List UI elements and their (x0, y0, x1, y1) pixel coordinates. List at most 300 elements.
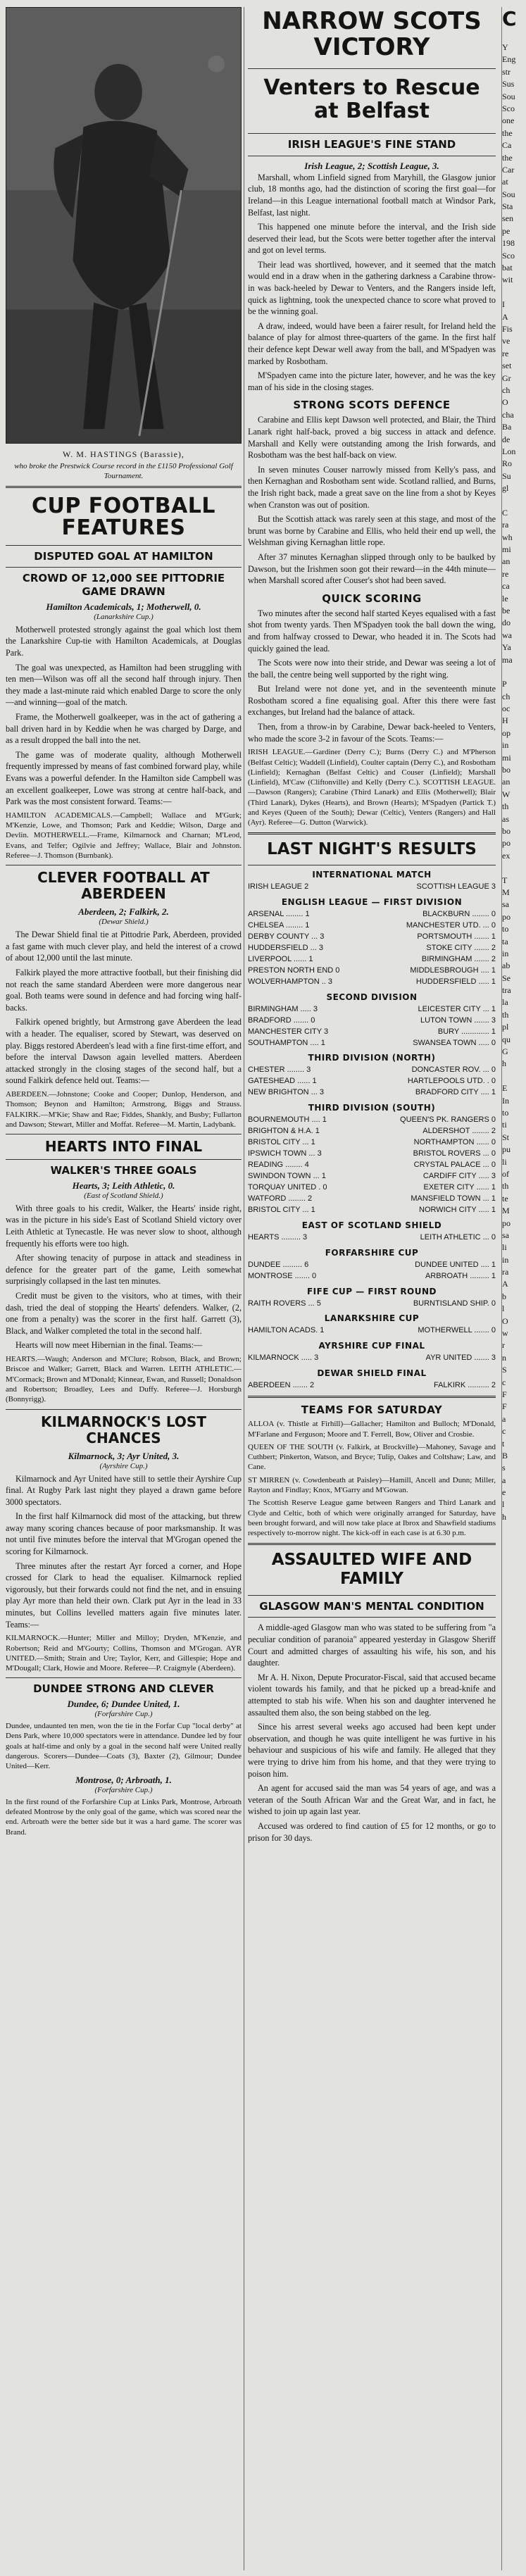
cropped-text-line: be (502, 605, 511, 615)
article-paragraph: Their lead was shortlived, however, and it seemed that the match would end in a draw when in the gathering darkness a Carabine throw-in was back-heeled by Dewar to Venters, and the Rangers inside left, quick as lightning, took the unexpected chance to score what proved to be the winning goal. (248, 259, 496, 317)
away-team-score: MIDDLESBROUGH .... 1 (410, 965, 496, 975)
article-paragraph: The Scots were now into their stride, and Dewar was seeing a lot of the ball, the centre being well supported by the right wing. (248, 658, 496, 680)
main-banner: NARROW SCOTS VICTORY (262, 7, 482, 62)
league-title: FORFARSHIRE CUP (325, 1247, 419, 1258)
cup-football-banner: CUP FOOTBALL FEATURES (31, 493, 216, 541)
divider (248, 133, 496, 134)
team-lineups: IRISH LEAGUE.—Gardiner (Derry C.); Burns (Derry C.) and M'Pherson (Belfast Celtic); Waddell (Linfield), Coulter captain (Derry C.), and Rosbotham (Linfield); Kernaghan (Belfast Celtic) and Couser (Linfield); Marshall (Linfield), M'Caw (Cliftonville) and Kelly (Derry C.). SCOTTISH LEAGUE.—Dawson (Rangers); Carabine (Third Lanark) and Ellis (Motherwell); Blair (Third Lanark), Dykes (Hearts), and Brown (Hearts); M'Spadyen (Partick T.) and Keyes (Queen of the South); Dewar (Celtic), Venters (Rangers) and Hall (Ayr). Referee—G. Dutton (Warwick). (248, 748, 496, 827)
motherwell-competition: (Lanarkshire Cup.) (94, 612, 154, 621)
international-score: Irish League, 2; Scottish League, 3. (304, 160, 439, 171)
assault-subheadline: GLASGOW MAN'S MENTAL CONDITION (259, 1599, 484, 1613)
home-team-score: BRISTOL CITY ... 1 (248, 1138, 315, 1147)
away-team-score: PORTSMOUTH ....... 1 (417, 932, 496, 942)
cropped-text-line: A (502, 1279, 508, 1289)
cropped-text-line: to (502, 924, 509, 934)
cropped-text-line: P (502, 679, 507, 689)
home-team-score: RAITH ROVERS ... 5 (248, 1299, 321, 1308)
cropped-text-line: re (502, 348, 509, 358)
result-row (248, 1325, 496, 1337)
cropped-text-line: wit (502, 275, 513, 285)
cropped-text-line: Ca (502, 140, 512, 151)
cropped-text-line: Car (502, 164, 515, 175)
result-row (248, 1380, 496, 1392)
away-team-score: DUNDEE UNITED .... 1 (415, 1260, 496, 1269)
match-report-scoring (248, 608, 496, 745)
article-paragraph: With three goals to his credit, Walker, the Hearts' inside right, was in the picture in his side's East of Scotland Shield victory over Leith Athletic at Tynecastle. He was never slow to shoot, although frequently his efforts were too high. (6, 1203, 242, 1249)
article-paragraph: ST MIRREN (v. Cowdenbeath at Paisley)—Hamill, Ancell and Dunn; Miller, Rayton and Findlay; Knox, M'Garry and M'Gowan. (248, 1475, 496, 1495)
cropped-text-line: Sou (502, 189, 515, 199)
cropped-text-line (502, 1070, 526, 1082)
cropped-text-line: bo (502, 765, 511, 775)
away-team-score: DONCASTER ROV. ... 0 (411, 1065, 496, 1075)
away-team-score: BURY ............. 1 (437, 1027, 496, 1036)
aberdeen-headline: CLEVER FOOTBALL AT ABERDEEN (37, 869, 210, 903)
article-paragraph: Mr A. H. Nixon, Depute Procurator-Fiscal, said that accused became violent towards his family, and that he picked up a bread-knife and attempted to stab his wife. When his son and daughter intervened he assaulted them also, the son being stabbed on the leg. (248, 1672, 496, 1718)
dundee-competition: (Forfarshire Cup.) (94, 1710, 153, 1719)
cropped-right-column (501, 7, 526, 2570)
divider (248, 68, 496, 69)
home-team-score: WOLVERHAMPTON .. 3 (248, 977, 333, 986)
away-team-score: SWANSEA TOWN ..... 0 (413, 1038, 496, 1047)
result-row (248, 1205, 496, 1216)
divider (248, 1543, 496, 1545)
cropped-text-line: bo (502, 826, 511, 836)
cropped-text-line: wa (502, 630, 512, 640)
divider (6, 1677, 242, 1678)
home-team-score: BOURNEMOUTH .... 1 (248, 1115, 327, 1125)
cropped-text-line: G (502, 1046, 508, 1057)
result-row (248, 909, 496, 920)
cropped-text-line: ch (502, 384, 511, 395)
cropped-text-line: h (502, 1058, 506, 1069)
away-team-score: LUTON TOWN ....... 3 (420, 1015, 496, 1025)
cropped-text-line: c (502, 1377, 506, 1387)
article-paragraph: In seven minutes Couser narrowly missed from Kelly's pass, and then Kernaghan and Rosbotham sent wide. Scotland rallied, and Burns, the Irish right back, made a great save on the line from a shot by Keyes when Cranston was out of position. (248, 464, 496, 510)
cropped-text-line: le (502, 593, 508, 604)
kilmarnock-headline: KILMARNOCK'S LOST CHANCES (41, 1413, 206, 1446)
motherwell-subheadline: CROWD OF 12,000 SEE PITTODRIE GAME DRAWN (22, 572, 225, 599)
cropped-text-line: te (502, 1193, 508, 1203)
cropped-text-line: E (502, 1083, 508, 1094)
cropped-text-line: pu (502, 1144, 511, 1155)
cropped-text-line: O (502, 397, 508, 408)
article-paragraph: In the first half Kilmarnock did most of the attacking, but threw away many scoring chances because of poor marksmanship. It was not until five minutes before the interval that M'Grogan opened the scoring for Kilmarnock. (6, 1511, 242, 1557)
result-row (248, 920, 496, 932)
cropped-text-line: at (502, 177, 508, 187)
kilmarnock-score: Kilmarnock, 3; Ayr United, 3. (68, 1450, 180, 1461)
away-team-score: LEITH ATHLETIC ... 0 (420, 1232, 496, 1242)
cropped-text-line: 198 (502, 238, 515, 249)
cropped-text-line: gl (502, 483, 509, 494)
cropped-text-line: B (502, 1450, 508, 1461)
assault-article (248, 1622, 496, 1844)
hearts-score: Hearts, 3; Leith Athletic, 0. (72, 1180, 175, 1191)
away-team-score: NORTHAMPTON ...... 0 (413, 1138, 496, 1147)
middle-column (248, 7, 496, 2570)
article-paragraph: In the first round of the Forfarshire Cup at Links Park, Montrose, Arbroath defeated Montrose by the only goal of the game, which was scored near the end. Arbroath were the better side but it was a hard game. The scorer was Brand. (6, 1797, 242, 1837)
home-team-score: CHELSEA ........ 1 (248, 921, 310, 930)
cropped-text-line: one (502, 115, 515, 126)
cropped-text-line (502, 862, 526, 874)
away-team-score: STOKE CITY ....... 2 (426, 943, 496, 952)
divider (248, 832, 496, 834)
result-row (248, 932, 496, 943)
aberdeen-score: Aberdeen, 2; Falkirk, 2. (78, 906, 169, 918)
cropped-text-line (502, 287, 526, 299)
league-title: INTERNATIONAL MATCH (312, 870, 432, 880)
montrose-score: Montrose, 0; Arbroath, 1. (75, 1774, 172, 1785)
cropped-text-line: qu (502, 1034, 511, 1044)
result-row (248, 965, 496, 977)
article-paragraph: Falkirk played the more attractive football, but their finishing did not reach the same standard Aberdeen were more dangerous near goal. Both teams were sound in defence and had forcing wing half-backs. (6, 968, 242, 1013)
home-team-score: GATESHEAD ...... 1 (248, 1077, 317, 1086)
cropped-text-line: th (502, 1009, 509, 1020)
cropped-text-line: a (502, 1475, 506, 1485)
cropped-text-line (502, 494, 526, 506)
cropped-text-line: po (502, 1218, 511, 1228)
result-row (248, 1137, 496, 1149)
cropped-text-line: li (502, 1242, 507, 1253)
article-paragraph: Credit must be given to the visitors, who at times, with their dash, tried the deal of stopping the Hearts' defenders. Walker, (2, one from a penalty) was the scorer in the first half. Garrett (3), Black, and Walker completed the total in the second half. (6, 1291, 242, 1336)
article-paragraph: Marshall, whom Linfield signed from Maryhill, the Glasgow junior club, 18 months ago, had the distinction of scoring the first goal—for Ireland—in this League international football match at Windsor Park, Belfast, last night. (248, 172, 496, 218)
montrose-competition: (Forfarshire Cup.) (94, 1785, 153, 1794)
result-row (248, 1027, 496, 1038)
article-paragraph: Carabine and Ellis kept Dawson well protected, and Blair, the Third Lanark right half-back, proved a big success in attack and defence. Marshall and Kelly were outstanding among the Irish forwards, and Rosbotham was the best half-back on view. (248, 415, 496, 461)
cropped-text-line: In (502, 1095, 509, 1106)
article-paragraph: The Scottish Reserve League game between Rangers and Third Lanark and Clyde and Celtic, both of which were originally arranged for Saturday, have been brought forward, and will now take place at Ibrox and Shawfield stadiums respectively to-morrow night. The kick-off in each case is at 6.30 p.m. (248, 1499, 496, 1538)
divider (248, 1595, 496, 1596)
divider (248, 1396, 496, 1398)
cropped-text-line: Ro (502, 458, 513, 469)
motherwell-score: Hamilton Academicals, 1; Motherwell, 0. (46, 601, 201, 612)
league-title: THIRD DIVISION (SOUTH) (308, 1103, 436, 1113)
result-row (248, 1004, 496, 1015)
cropped-text-line: po (502, 838, 511, 849)
cropped-text-line: mi (502, 544, 511, 555)
article-paragraph: QUEEN OF THE SOUTH (v. Falkirk, at Brockville)—Mahoney, Savage and Cuthbert; Pinkerton, Watson, and Bryce; Tulip, Oakes and Coltshaw; Law, and Cane. (248, 1442, 496, 1472)
away-team-score: MOTHERWELL ....... 0 (418, 1326, 496, 1335)
cropped-text-line: ve (502, 336, 511, 346)
cropped-text-line: bat (502, 263, 513, 273)
away-team-score: BLACKBURN ........ 0 (422, 910, 496, 919)
home-team-score: MONTROSE ....... 0 (248, 1271, 317, 1280)
cropped-text-line: ch (502, 691, 511, 701)
article-paragraph: After 37 minutes Kernaghan slipped through only to be baulked by Dawson, but the Irishmen soon got their reward—in the 44th minute—when Marshall scored after Couser's shot had been saved. (248, 551, 496, 586)
main-subheadline: IRISH LEAGUE'S FINE STAND (287, 137, 456, 151)
article-paragraph: Two minutes after the second half started Keyes equalised with a fast shot from twenty yards. Then M'Spadyen took the ball down the wing, and from halfway crossed to Dewar, who headed it in. The Scots had quickly gained the lead. (248, 608, 496, 654)
divider (6, 567, 242, 568)
cropped-text-line: re (502, 568, 509, 579)
article-paragraph: Then, from a throw-in by Carabine, Dewar back-heeled to Venters, who made the score 3-2 in favour of the Scots. Teams:— (248, 722, 496, 744)
away-team-score: MANCHESTER UTD. ... 0 (406, 921, 496, 930)
cropped-text-line: I (502, 299, 505, 310)
home-team-score: IRISH LEAGUE 2 (248, 882, 309, 892)
article-paragraph: Since his arrest several weeks ago accused had been kept under observation, and though he was quite intelligent he was furtive in his behaviour and suspicious of his wife and family. He alleged that they were trying to drive him from his home, and that they were trying to poison him. (248, 1722, 496, 1779)
cropped-text-line: Se (502, 973, 511, 983)
cropped-text-line: h (502, 1511, 506, 1522)
result-row (248, 1160, 496, 1171)
divider (248, 1617, 496, 1618)
aberdeen-competition: (Dewar Shield.) (99, 918, 149, 927)
away-team-score: HUDDERSFIELD ..... 1 (415, 977, 496, 986)
divider (6, 545, 242, 546)
cropped-text-line: w (502, 1328, 508, 1339)
left-column (6, 7, 242, 2570)
cropped-text-line: ta (502, 936, 508, 946)
cropped-text-line: the (502, 127, 513, 138)
cropped-text-line: ra (502, 1267, 509, 1277)
cropped-text-line (502, 666, 526, 678)
result-row (248, 1065, 496, 1076)
article-paragraph: The goal was unexpected, as Hamilton had been struggling with ten men—Wilson was off all the second half through injury. Then they made a last-minute raid which enabled Darge to score the only—and winning—goal of the match. (6, 662, 242, 708)
home-team-score: BRADFORD ....... 0 (248, 1015, 315, 1025)
article-paragraph: Falkirk opened brightly, but Armstrong gave Aberdeen the lead with a header. The equaliser, scored by Stewart, was deserved on play. Biggs restored Aberdeen's lead with a fine first-time effort, and before the interval Dawson again levelled matters. Aberdeen attacked strongly in the closing stages of the second half, but a sound Falkirk defence held out. Teams:— (6, 1017, 242, 1086)
article-paragraph: Motherwell protested strongly against the goal which lost them the Lanarkshire Cup-tie with Hamilton Academicals, at Douglas Park. (6, 624, 242, 658)
golfer-photo (6, 7, 242, 444)
home-team-score: MANCHESTER CITY 3 (248, 1027, 329, 1036)
main-headline: Venters to Rescue at Belfast (263, 75, 480, 124)
cropped-text-line: Sco (502, 250, 515, 261)
cropped-text-line: cha (502, 409, 514, 420)
cropped-text-line: as (502, 813, 509, 824)
home-team-score: TORQUAY UNITED . 0 (248, 1182, 327, 1192)
cropped-text-line: po (502, 911, 511, 922)
article-paragraph: After showing tenacity of purpose in attack and steadiness in defence for the greater part of the game, Leith somewhat surprisingly collapsed in the last ten minutes. (6, 1253, 242, 1287)
cropped-text-line: sa (502, 1230, 509, 1240)
cropped-text-line: St (502, 1132, 510, 1142)
match-report (248, 172, 496, 394)
article-paragraph: Dundee, undaunted ten men, won the tie in the Forfar Cup "local derby" at Dens Park, where 10,000 spectators were in attendance. Dundee led by four goals at half-time and only by a goal in the second half were United really dangerous. Scorers—Dundee—Coats (3), Baxter (2), Gilmour; Dundee United—Kerr. (6, 1722, 242, 1771)
away-team-score: BRADFORD CITY .... 1 (415, 1088, 496, 1097)
kilmarnock-competition: (Ayrshire Cup.) (99, 1461, 148, 1470)
cropped-text-line: O (502, 1315, 508, 1326)
cropped-text-line: Gr (502, 373, 511, 383)
result-row (248, 977, 496, 988)
article-paragraph: Accused was ordered to find caution of £5 for 12 months, or go to prison for 30 days. (248, 1820, 496, 1843)
result-row (248, 1271, 496, 1282)
cropped-text-line: l (502, 1303, 505, 1314)
home-team-score: SOUTHAMPTON .... 1 (248, 1038, 325, 1047)
cropped-text-line: sa (502, 899, 509, 910)
cropped-text-line: A (502, 311, 508, 322)
cropped-text-line: ab (502, 961, 511, 971)
home-team-score: DUNDEE ......... 6 (248, 1260, 309, 1269)
article-paragraph: Hearts will now meet Hibernian in the final. Teams:— (15, 1340, 203, 1351)
section-title: QUICK SCORING (322, 592, 422, 605)
cropped-text-line: Eng (502, 54, 516, 65)
cropped-text-line: ra (502, 520, 509, 530)
article-paragraph: The Dewar Shield final tie at Pittodrie Park, Aberdeen, provided a fast game with much clever play, and held the interest of a crowd of about 12,000 until the last minute. (6, 930, 242, 963)
away-team-score: CRYSTAL PALACE ... 0 (413, 1161, 496, 1170)
article-paragraph: M'Spadyen came into the picture later, however, and he was the key man of his side in the closing stages. (248, 370, 496, 392)
cropped-text-line: Fis (502, 323, 513, 334)
cropped-text-line: W (502, 789, 511, 799)
divider (6, 1409, 242, 1410)
cropped-text-line: sen (502, 213, 513, 224)
cropped-text-line: M (502, 887, 510, 897)
cropped-text-line: Ba (502, 422, 512, 432)
cropped-text-line: th (502, 801, 509, 812)
result-row (248, 1087, 496, 1099)
result-row (248, 1232, 496, 1244)
away-team-score: BRISTOL ROVERS ... 0 (413, 1149, 496, 1158)
result-row (248, 1171, 496, 1182)
cropped-text-fragments (502, 42, 526, 1523)
away-team-score: EXETER CITY ...... 1 (423, 1182, 496, 1192)
hearts-headline: HEARTS INTO FINAL (44, 1138, 203, 1156)
cropped-text-line: an (502, 777, 511, 787)
cropped-text-line: ti (502, 1120, 507, 1130)
league-title: ENGLISH LEAGUE — FIRST DIVISION (281, 897, 463, 908)
cropped-text-line: in (502, 948, 509, 958)
league-title: AYRSHIRE CUP FINAL (318, 1341, 425, 1351)
cropped-text-line: the (502, 152, 513, 163)
cropped-text-line: la (502, 997, 508, 1008)
home-team-score: HUDDERSFIELD ... 3 (248, 943, 323, 952)
league-title: LANARKSHIRE CUP (324, 1313, 420, 1324)
cropped-text-line: c (502, 1426, 506, 1437)
article-paragraph: A draw, indeed, would have been a fairer result, for Ireland held the balance of play for almost three-quarters of the game. In the first half their defence kept Dewar well away from the ball, and M'Spadyen was marked by Rosbotham. (248, 320, 496, 366)
cropped-text-line: do (502, 618, 511, 628)
dundee-headline: DUNDEE STRONG AND CLEVER (33, 1682, 214, 1696)
cropped-text-line: F (502, 1401, 507, 1412)
cropped-text-line: Ya (502, 642, 511, 653)
cropped-text-line: str (502, 66, 511, 77)
divider (6, 1159, 242, 1160)
cropped-text-line: Lon (502, 446, 516, 456)
result-row (248, 1115, 496, 1126)
teams-saturday-title: TEAMS FOR SATURDAY (301, 1403, 443, 1417)
cropped-text-line: l (502, 1499, 505, 1510)
league-title: SECOND DIVISION (326, 992, 418, 1002)
home-team-score: WATFORD ........ 2 (248, 1194, 313, 1203)
cropped-headline-fragment: C (502, 7, 517, 30)
away-team-score: ARBROATH ......... 1 (425, 1271, 496, 1280)
cropped-text-line: Sta (502, 201, 513, 212)
team-lineups: ABERDEEN.—Johnstone; Cooke and Cooper; Dunlop, Henderson, and Thomson; Beynon and Hamilton; Armstrong, Biggs and Strauss. FALKIRK.—M'Kie; Shaw and Rae; Fiddes, Shankly, and Busby; Fullarton and Dawson; Stewart, Miller and Moffat. Referee—M. Martin, Ladybank. (6, 1089, 242, 1129)
away-team-score: ALDERSHOT ........ 2 (422, 1127, 496, 1136)
away-team-score: SCOTTISH LEAGUE 3 (416, 882, 496, 892)
article-paragraph: Frame, the Motherwell goalkeeper, was in the act of gathering a ball driven hard in by Keddie when he was charged by Darge, and as a result dropped the ball into the net. (6, 712, 242, 746)
results-table (248, 870, 496, 1392)
cropped-text-line: Y (502, 42, 508, 52)
home-team-score: NEW BRIGHTON ... 3 (248, 1088, 324, 1097)
home-team-score: BRISTOL CITY ... 1 (248, 1205, 315, 1214)
cropped-text-line: e (502, 1487, 506, 1498)
hearts-competition: (East of Scotland Shield.) (84, 1191, 163, 1200)
cropped-text-line: tra (502, 985, 511, 996)
article-paragraph: ALLOA (v. Thistle at Firhill)—Gallacher; Hamilton and Bulloch; M'Donald, M'Farlane and Ferguson; Moore and T. Ferrell, Bow, Oliver and Crosbie. (248, 1420, 496, 1439)
result-row (248, 1149, 496, 1160)
result-row (248, 882, 496, 893)
hearts-subheadline: WALKER'S THREE GOALS (50, 1164, 197, 1177)
cropped-text-line: b (502, 1291, 506, 1301)
cropped-text-line: s (502, 1463, 506, 1473)
cropped-text-line: li (502, 1156, 507, 1167)
away-team-score: BURNTISLAND SHIP. 0 (413, 1299, 496, 1308)
league-title: DEWAR SHIELD FINAL (317, 1368, 427, 1379)
away-team-score: AYR UNITED ....... 3 (425, 1353, 496, 1363)
cropped-text-line: pe (502, 225, 511, 236)
team-lineups: KILMARNOCK.—Hunter; Miller and Milloy; Dryden, M'Kenzie, and Robertson; Reid and M'Gourty; Collins, Thomson and M'Grogan. AYR UNITED.—Smith; Strain and Ure; Taylor, Kerr, and Gillespie; Hope and M'Dougall; Clark, Howie and Moore. Referee—P. Craigmyle (Aberdeen). (6, 1634, 242, 1673)
cropped-text-line: C (502, 507, 508, 518)
assault-headline: ASSAULTED WIFE AND FAMILY (271, 1550, 472, 1589)
match-report-defence (248, 414, 496, 586)
photo-caption-name: W. M. HASTINGS (Barassie), (63, 449, 184, 459)
result-row (248, 1260, 496, 1271)
cropped-text-line: n (502, 1352, 506, 1363)
cropped-text-line: a (502, 1413, 506, 1424)
cropped-text-line: r (502, 1340, 505, 1351)
motherwell-headline: DISPUTED GOAL AT HAMILTON (34, 549, 213, 563)
article-paragraph: But Ireland were not done yet, and in the seventeenth minute Rosbotham scored a fine equalising goal. After this there were fast exchanges, but Ireland had the balance of attack. (248, 684, 496, 718)
cropped-text-line: M (502, 1206, 510, 1216)
team-lineups: HAMILTON ACADEMICALS.—Campbell; Wallace and M'Gurk; M'Kenzie, Lowe, and Thomson; Park and Keddie; Wilson, Darge and Devlin. MOTHERWELL.—Frame, Kilmarnock and Charnan; M'Leod, Evans, and Telfer; Ogilvie and Jeffrey; Wallace, Blair and Johnston. Referee—J. Thomson (Burnbank). (6, 811, 242, 860)
article-paragraph: Kilmarnock and Ayr United have still to settle their Ayrshire Cup final. At Rugby Park last night they played a drawn game before 3000 spectators. (6, 1473, 242, 1507)
cropped-text-line: th (502, 1181, 509, 1192)
cropped-text-line: of (502, 1168, 509, 1179)
cropped-text-line: t (502, 1438, 505, 1449)
article-paragraph: The game was of moderate quality, although Motherwell frequently impressed by means of fast combined forward play, while Evans was a powerful defender. In the Hamilton side Campbell was an excellent goalkeeper, Lowe was strong at centre half-back, and Park was the most consistent forward. Teams:— (6, 749, 242, 807)
cropped-text-line: op (502, 727, 511, 738)
cropped-text-line: in (502, 1254, 509, 1265)
cropped-text-line: oc (502, 704, 511, 714)
result-row (248, 1299, 496, 1310)
result-row (248, 954, 496, 965)
article-paragraph: An agent for accused said the man was 54 years of age, and was a veteran of the South African War and the Great War, and in fact, he wished to join up again last year. (248, 1783, 496, 1817)
league-title: THIRD DIVISION (NORTH) (308, 1053, 436, 1063)
home-team-score: PRESTON NORTH END 0 (248, 965, 340, 975)
cropped-text-line: Su (502, 470, 511, 481)
home-team-score: LIVERPOOL ...... 1 (248, 954, 313, 963)
article-paragraph: This happened one minute before the interval, and the Irish side deserved their lead, but the Scots were better together after the interval and got on level terms. (248, 222, 496, 256)
article-paragraph: A middle-aged Glasgow man who was stated to be suffering from "a peculiar condition of paranoia" appeared yesterday in Glasgow Sheriff Court and admitted charges of assaulting his wife, his son, and his daughter. (248, 1622, 496, 1668)
result-row (248, 1194, 496, 1205)
results-title: LAST NIGHT'S RESULTS (267, 839, 477, 858)
result-row (248, 1353, 496, 1364)
cropped-text-line: set (502, 361, 512, 371)
away-team-score: MANSFIELD TOWN ... 1 (411, 1194, 496, 1203)
cropped-text-line: pl (502, 1022, 509, 1032)
cropped-text-line: de (502, 434, 511, 444)
result-row (248, 1015, 496, 1027)
cropped-text-line: F (502, 1389, 507, 1399)
home-team-score: CHESTER ........ 3 (248, 1065, 311, 1075)
cropped-text-line: wh (502, 532, 513, 542)
cropped-text-line: in (502, 740, 509, 751)
cropped-text-line: T (502, 875, 508, 885)
home-team-score: KILMARNOCK ..... 3 (248, 1353, 319, 1363)
cropped-text-line: ma (502, 654, 513, 665)
dundee-score: Dundee, 6; Dundee United, 1. (67, 1699, 180, 1710)
photo-caption-text: who broke the Prestwick Course record in the £1150 Professional Golf Tournament. (14, 462, 233, 481)
article-paragraph: But the Scottish attack was rarely seen at this stage, and most of the brunt was borne by Carabine and Ellis, who held their end up well, the Welshman giving Kernaghan little rope. (248, 514, 496, 548)
away-team-score: NORWICH CITY ..... 1 (419, 1205, 496, 1214)
away-team-score: LEICESTER CITY ... 1 (418, 1004, 496, 1013)
away-team-score: HARTLEPOOLS UTD. . 0 (407, 1077, 496, 1086)
cropped-text-line: Sou (502, 91, 515, 101)
cropped-text-line: ca (502, 581, 510, 592)
home-team-score: IPSWICH TOWN ... 3 (248, 1149, 322, 1158)
away-team-score: QUEEN'S PK. RANGERS 0 (400, 1115, 496, 1125)
away-team-score: CARDIFF CITY ..... 3 (422, 1171, 496, 1180)
home-team-score: HEARTS ......... 3 (248, 1232, 308, 1242)
home-team-score: DERBY COUNTY ... 3 (248, 932, 325, 942)
league-title: EAST OF SCOTLAND SHIELD (301, 1220, 442, 1230)
cropped-text-line: S (502, 1365, 507, 1375)
golfer-silhouette (6, 8, 241, 443)
cropped-text-line: to (502, 1107, 509, 1118)
